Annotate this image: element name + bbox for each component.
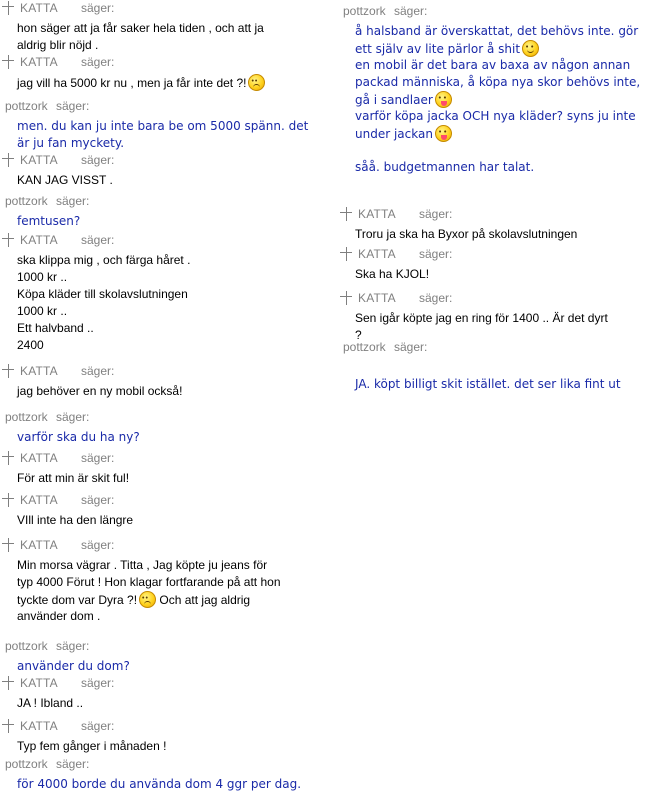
sender-name: KATTA (358, 207, 396, 221)
says-label: säger: (81, 233, 115, 247)
message-text: hon säger att ja får saker hela tiden , och att ja (17, 21, 264, 35)
message-header (338, 291, 650, 306)
message-line (17, 574, 330, 591)
message-line (355, 74, 650, 91)
message-line (355, 40, 650, 57)
message-text: gå i sandlaer (355, 93, 433, 107)
status-cross-icon (340, 246, 354, 262)
message-line (17, 776, 330, 793)
message-line (355, 142, 650, 159)
sender-name: KATTA (20, 451, 58, 465)
message-header (0, 1, 330, 16)
sender-name: pottzork (5, 194, 48, 208)
sender-name: pottzork (343, 340, 386, 354)
message-body (338, 222, 650, 243)
message-header (0, 493, 330, 508)
status-cross-icon (2, 537, 16, 553)
message-text: Troru ja ska ha Byxor på skolavslutningen (355, 227, 578, 241)
message-body (338, 355, 650, 393)
message-text: under jackan (355, 127, 433, 141)
message-text: ett själv av lite pärlor å shit (355, 42, 521, 56)
chat-message (338, 291, 650, 344)
tongue-smiley-icon (435, 125, 452, 142)
sender-name: KATTA (20, 1, 58, 15)
message-text: men. du kan ju inte bara be om 5000 spänn. det (17, 119, 309, 133)
message-line (17, 74, 330, 91)
message-text: Typ fem gånger i månaden ! (17, 739, 167, 753)
message-text: aldrig blir nöjd . (17, 38, 99, 52)
message-body (338, 262, 650, 283)
message-body (0, 508, 330, 529)
worried-smiley-icon (139, 591, 156, 608)
message-body (338, 306, 650, 344)
message-line (17, 252, 330, 269)
chat-message (0, 493, 330, 529)
message-header (0, 194, 330, 209)
message-text: För att min är skit ful! (17, 471, 130, 485)
message-line (17, 695, 330, 712)
status-cross-icon (2, 232, 16, 248)
message-text: KAN JAG VISST . (17, 173, 113, 187)
message-line (355, 359, 650, 376)
says-label: säger: (56, 757, 90, 771)
message-body (0, 734, 330, 755)
message-body (0, 466, 330, 487)
message-header (0, 676, 330, 691)
chat-message (0, 99, 330, 152)
sender-name: pottzork (5, 99, 48, 113)
says-label: säger: (394, 340, 428, 354)
message-line (355, 266, 650, 283)
message-header (0, 719, 330, 734)
message-line (17, 738, 330, 755)
chat-message (0, 451, 330, 487)
message-body (0, 691, 330, 712)
message-line (355, 57, 650, 74)
sender-name: pottzork (5, 410, 48, 424)
message-line (17, 512, 330, 529)
chat-message (0, 364, 330, 400)
message-header (0, 639, 330, 654)
sender-name: KATTA (358, 247, 396, 261)
message-body (0, 248, 330, 354)
message-text: jag vill ha 5000 kr nu , men ja får inte det ?! (17, 76, 247, 90)
chat-message (0, 538, 330, 625)
message-body (0, 16, 330, 54)
message-header (0, 364, 330, 379)
says-label: säger: (56, 99, 90, 113)
chat-message (338, 4, 650, 176)
message-body (0, 772, 330, 793)
message-line (355, 91, 650, 108)
message-text: är ju fan myckety. (17, 136, 125, 150)
sender-name: KATTA (20, 364, 58, 378)
message-text: jag behöver en ny mobil också! (17, 384, 183, 398)
message-text: Ett halvband .. (17, 321, 94, 335)
message-body (0, 70, 330, 91)
sender-name: KATTA (20, 538, 58, 552)
message-text: tyckte dom var Dyra ?! (17, 593, 138, 607)
sender-name: KATTA (20, 55, 58, 69)
chat-message (0, 719, 330, 755)
message-text: JA. köpt billigt skit istället. det ser lika fint ut (355, 377, 621, 391)
message-line (17, 20, 330, 37)
sender-name: KATTA (20, 493, 58, 507)
message-text: Och att jag aldrig (156, 593, 251, 607)
message-text: Köpa kläder till skolavslutningen (17, 287, 188, 301)
message-body (0, 379, 330, 400)
sender-name: pottzork (5, 639, 48, 653)
message-line (17, 213, 330, 230)
message-line (17, 118, 330, 135)
message-line (17, 470, 330, 487)
message-header (0, 538, 330, 553)
message-text: 2400 (17, 338, 44, 352)
message-header (338, 207, 650, 222)
says-label: säger: (81, 364, 115, 378)
message-text: en mobil är det bara av baxa av någon annan (355, 58, 631, 72)
message-body (338, 19, 650, 176)
status-cross-icon (340, 206, 354, 222)
message-text: använder dom . (17, 609, 101, 623)
message-text: varför ska du ha ny? (17, 430, 140, 444)
sender-name: KATTA (20, 676, 58, 690)
status-cross-icon (2, 450, 16, 466)
message-line (355, 108, 650, 125)
chat-message (0, 55, 330, 91)
message-header (0, 451, 330, 466)
message-line (17, 303, 330, 320)
message-text: 1000 kr .. (17, 304, 68, 318)
says-label: säger: (56, 410, 90, 424)
sender-name: KATTA (358, 291, 396, 305)
message-text: ska klippa mig , och färga håret . (17, 253, 191, 267)
says-label: säger: (419, 207, 453, 221)
message-text: Ska ha KJOL! (355, 267, 430, 281)
chat-message (0, 1, 330, 54)
chat-message (0, 757, 330, 793)
message-line (17, 608, 330, 625)
status-cross-icon (2, 152, 16, 168)
status-cross-icon (2, 0, 16, 16)
message-line (17, 172, 330, 189)
sender-name: KATTA (20, 233, 58, 247)
says-label: säger: (81, 153, 115, 167)
message-text: 1000 kr .. (17, 270, 68, 284)
message-body (0, 209, 330, 230)
says-label: säger: (56, 639, 90, 653)
message-line (17, 557, 330, 574)
message-text: för 4000 borde du använda dom 4 ggr per dag. (17, 777, 302, 791)
status-cross-icon (2, 492, 16, 508)
message-line (17, 286, 330, 303)
message-line (17, 337, 330, 354)
message-line (17, 135, 330, 152)
message-line (17, 658, 330, 675)
message-header (0, 410, 330, 425)
message-line (17, 591, 330, 608)
message-header (0, 153, 330, 168)
message-line (355, 23, 650, 40)
sender-name: pottzork (343, 4, 386, 18)
message-text: Min morsa vägrar . Titta , Jag köpte ju jeans för (17, 558, 268, 572)
message-line (355, 159, 650, 176)
message-text: JA ! Ibland .. (17, 696, 84, 710)
message-line (355, 226, 650, 243)
says-label: säger: (81, 493, 115, 507)
chat-message (0, 153, 330, 189)
status-cross-icon (2, 675, 16, 691)
chat-message (0, 676, 330, 712)
says-label: säger: (81, 719, 115, 733)
message-line (355, 125, 650, 142)
status-cross-icon (2, 718, 16, 734)
says-label: säger: (419, 291, 453, 305)
chat-message (0, 410, 330, 446)
status-cross-icon (340, 290, 354, 306)
message-text: packad människa, å köpa nya skor behövs inte, (355, 75, 641, 89)
message-header (0, 55, 330, 70)
message-line (17, 429, 330, 446)
message-header (338, 247, 650, 262)
message-body (0, 168, 330, 189)
status-cross-icon (2, 363, 16, 379)
message-line (17, 320, 330, 337)
message-line (17, 383, 330, 400)
message-header (0, 757, 330, 772)
says-label: säger: (81, 676, 115, 690)
message-body (0, 114, 330, 152)
message-header (338, 340, 650, 355)
chat-message (0, 194, 330, 230)
chat-message (338, 340, 650, 393)
message-text: femtusen? (17, 214, 81, 228)
says-label: säger: (81, 55, 115, 69)
message-body (0, 425, 330, 446)
message-body (0, 553, 330, 625)
message-text: såå. budgetmannen har talat. (355, 160, 535, 174)
message-body (0, 654, 330, 675)
message-text: använder du dom? (17, 659, 130, 673)
message-header (0, 99, 330, 114)
worried-smiley-icon (248, 74, 265, 91)
sender-name: pottzork (5, 757, 48, 771)
message-line (17, 269, 330, 286)
chat-message (338, 207, 650, 243)
chat-message (0, 639, 330, 675)
message-line (17, 37, 330, 54)
sender-name: KATTA (20, 719, 58, 733)
tongue-smiley-icon (435, 91, 452, 108)
message-text: Sen igår köpte jag en ring för 1400 .. Är det dyrt (355, 311, 608, 325)
message-line (355, 310, 650, 327)
message-text: typ 4000 Förut ! Hon klagar fortfarande på att hon (17, 575, 281, 589)
message-text: å halsband är överskattat, det behövs inte. gör (355, 24, 639, 38)
message-header (338, 4, 650, 19)
says-label: säger: (419, 247, 453, 261)
says-label: säger: (81, 451, 115, 465)
chat-message (0, 233, 330, 354)
message-line (355, 376, 650, 393)
chat-message (338, 247, 650, 283)
message-text: varför köpa jacka OCH nya kläder? syns ju inte (355, 109, 636, 123)
says-label: säger: (81, 1, 115, 15)
sender-name: KATTA (20, 153, 58, 167)
grinning-smiley-icon (522, 40, 539, 57)
says-label: säger: (56, 194, 90, 208)
says-label: säger: (81, 538, 115, 552)
message-text: ? (355, 328, 362, 342)
message-header (0, 233, 330, 248)
says-label: säger: (394, 4, 428, 18)
message-text: VIll inte ha den längre (17, 513, 134, 527)
status-cross-icon (2, 54, 16, 70)
